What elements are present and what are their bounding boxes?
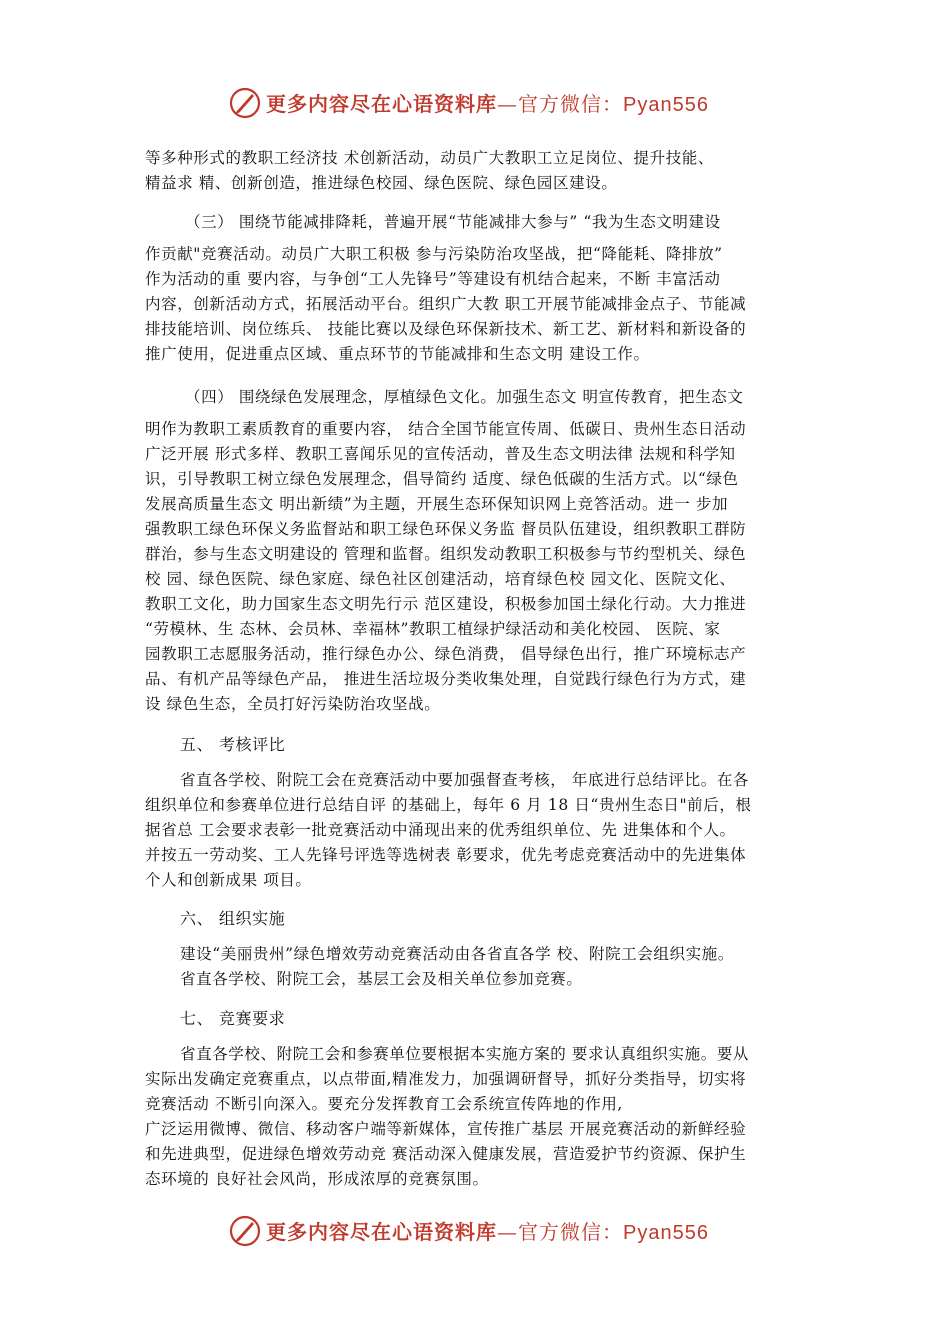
text-line: 并按五一劳动奖、工人先锋号评选等选树表 彰要求，优先考虑竞赛活动中的先进集体 [145,846,747,864]
text-line: 识，引导教职工树立绿色发展理念，倡导简约 适度、绿色低碳的生活方式。以“绿色 [145,470,739,488]
text-line: 作贡献"竞赛活动。动员广大职工积极 参与污染防治攻坚战，把“降能耗、降排放” [145,245,723,263]
text-line: 作为活动的重 要内容，与争创“工人先锋号”等建设有机结合起来，不断 丰富活动 [145,270,721,288]
banner-text [266,90,709,119]
text-line: 推广使用，促进重点区域、重点环节的节能减排和生态文明 建设工作。 [145,345,650,363]
text-line: 排技能培训、岗位练兵、 技能比赛以及绿色环保新技术、新工艺、新材料和新设备的 [145,320,747,338]
text-line: 设 绿色生态，全员打好污染防治攻坚战。 [145,695,441,713]
banner-dash: — [497,1220,518,1244]
quill-logo-icon [228,86,262,120]
text-line: （四） 围绕绿色发展理念，厚植绿色文化。加强生态文 明宣传教育，把生态文 [185,388,744,406]
text-line: 态环境的 良好社会风尚，形成浓厚的竞赛氛围。 [145,1170,489,1188]
text-line: 群治，参与生态文明建设的 管理和监督。组织发动教职工积极参与节约型机关、绿色 [145,545,747,563]
text-line: 个人和创新成果 项目。 [145,871,312,889]
text-line: 据省总 工会要求表彰一批竞赛活动中涌现出来的优秀组织单位、先 进集体和个人。 [145,821,736,839]
text-line: 强教职工绿色环保义务监督站和职工绿色环保义务监 督员队伍建设，组织教职工群防 [145,520,747,538]
quill-logo-icon [228,1214,262,1248]
text-line: 省直各学校、附院工会和参赛单位要根据本实施方案的 要求认真组织实施。要从 [180,1045,750,1063]
text-line: 校 园、绿色医院、绿色家庭、绿色社区创建活动，培育绿色校 园文化、医院文化、 [145,570,736,588]
text-line: 组织单位和参赛单位进行总结自评 的基础上，每年 6 月 18 日“贵州生态日"前后，根 [145,796,752,814]
banner-wechat-label: 官方微信： [518,1220,623,1244]
banner-dash: — [497,92,518,116]
text-line: 和先进典型，促进绿色增效劳动竞 赛活动深入健康发展，营造爱护节约资源、保护生 [145,1145,747,1163]
text-line: 教职工文化，助力国家生态文明先行示 范区建设，积极参加国土绿化行动。大力推进 [145,595,747,613]
text-line: “劳模林、生 态林、会员林、幸福林”教职工植绿护绿活动和美化校园、 医院、家 [145,620,721,638]
banner-wechat-id: Pyan556 [623,94,709,116]
text-line: 竞赛活动 不断引向深入。要充分发挥教育工会系统宣传阵地的作用, [145,1095,623,1113]
banner-text [266,1218,709,1247]
text-line: 园教职工志愿服务活动，推行绿色办公、绿色消费， 倡导绿色出行，推广环境标志产 [145,645,747,663]
section-heading: 五、 考核评比 [180,735,286,754]
text-line: 广泛开展 形式多样、教职工喜闻乐见的宣传活动，普及生态文明法律 法规和科学知 [145,445,736,463]
text-line: （三） 围绕节能减排降耗，普遍开展“节能减排大参与” “我为生态文明建设 [185,213,721,231]
section-heading: 七、 竞赛要求 [180,1009,286,1028]
text-line: 明作为教职工素质教育的重要内容， 结合全国节能宣传周、低碳日、贵州生态日活动 [145,420,747,438]
text-line: 省直各学校、附院工会在竞赛活动中要加强督查考核， 年底进行总结评比。在各 [180,771,750,789]
text-line: 广泛运用微博、微信、移动客户端等新媒体，宣传推广基层 开展竞赛活动的新鲜经验 [145,1120,747,1138]
footer-banner [0,1212,950,1252]
banner-title: 更多内容尽在心语资料库 [266,1220,497,1244]
text-line: 实际出发确定竞赛重点，以点带面,精准发力，加强调研督导，抓好分类指导，切实将 [145,1070,747,1088]
text-line: 发展高质量生态文 明出新绩”为主题，开展生态环保知识网上竞答活动。进一 步加 [145,495,729,513]
header-banner [0,84,950,124]
text-line: 内容，创新活动方式，拓展活动平台。组织广大教 职工开展节能减排金点子、节能减 [145,295,747,313]
text-line: 品、有机产品等绿色产品， 推进生活垃圾分类收集处理，自觉践行绿色行为方式，建 [145,670,747,688]
text-line: 精益求 精、创新创造，推进绿色校园、绿色医院、绿色园区建设。 [145,174,618,192]
banner-wechat-label: 官方微信： [518,92,623,116]
banner-wechat-id: Pyan556 [623,1222,709,1244]
banner-title: 更多内容尽在心语资料库 [266,92,497,116]
text-line: 省直各学校、附院工会，基层工会及相关单位参加竞赛。 [180,970,583,988]
section-heading: 六、 组织实施 [180,909,286,928]
text-line: 等多种形式的教职工经济技 术创新活动，动员广大教职工立足岗位、提升技能、 [145,149,715,167]
text-line: 建设“美丽贵州”绿色增效劳动竞赛活动由各省直各学 校、附院工会组织实施。 [180,945,734,963]
